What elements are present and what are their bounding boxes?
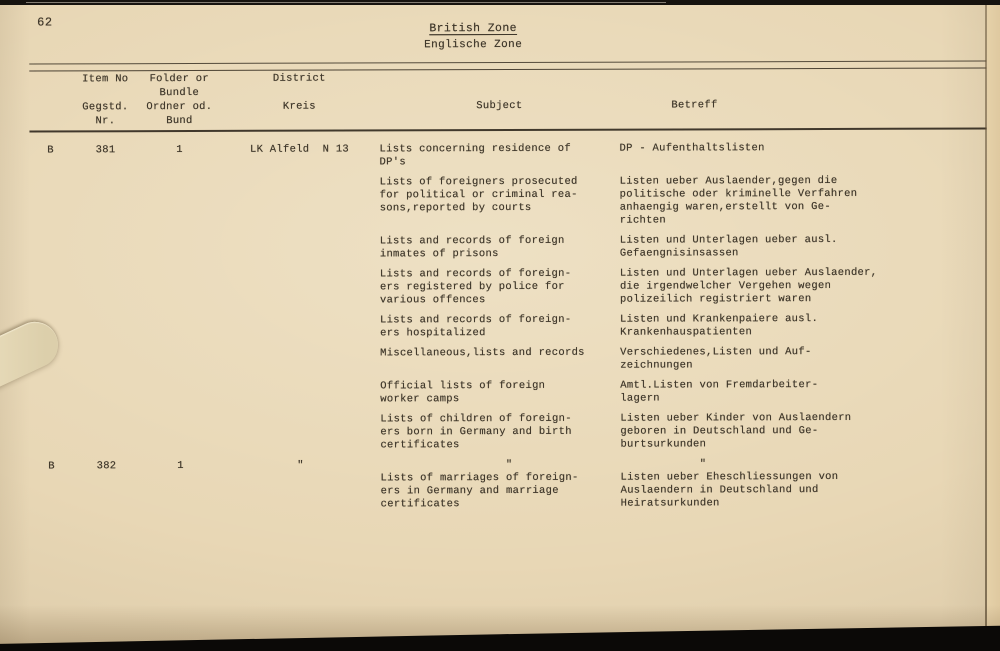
table-body — [29, 141, 987, 519]
header-col-folder: Folder or Bundle Ordner od. Bund — [146, 72, 213, 128]
row-folder: 1 — [176, 144, 183, 157]
table-row — [29, 141, 987, 460]
entry-betreff: Listen ueber Auslaender,gegen die politische oder kriminelle Verfahren anhaengig waren,erstellt von Ge- richten — [619, 174, 858, 227]
table-row — [30, 457, 987, 519]
subject-betreff-entry — [380, 174, 987, 228]
subject-betreff-entry — [380, 312, 987, 340]
subject-betreff-entry — [380, 378, 987, 406]
row-series: B — [48, 460, 55, 473]
subject-betreff-entry — [380, 411, 987, 452]
entry-subject: Lists concerning residence of DP's — [379, 142, 571, 169]
page-number: 62 — [37, 15, 53, 30]
book-top-edge-highlight — [26, 2, 666, 3]
header-rule-top — [29, 60, 986, 64]
page-content — [29, 3, 988, 606]
entry-subject: Miscellaneous,lists and records — [380, 346, 585, 360]
header-col-series — [29, 72, 71, 128]
title-german: Englische Zone — [424, 38, 523, 52]
entry-subject: Official lists of foreign worker camps — [380, 379, 546, 406]
row-series: B — [47, 144, 54, 157]
entry-subject: Lists of children of foreign- ers born in Germany and birth certificates — [380, 412, 572, 452]
row-district: " — [297, 459, 304, 472]
subject-betreff-entry — [379, 141, 986, 169]
entry-subject: Lists and records of foreign- ers registered by police for various offences — [379, 267, 572, 307]
row-folder: 1 — [177, 460, 184, 473]
page-title — [397, 20, 549, 54]
page-edge-strip — [987, 5, 1000, 643]
subject-betreff-entry — [380, 233, 987, 261]
row-district: LK Alfeld N 13 — [249, 143, 350, 156]
book-top-edge — [0, 0, 1000, 5]
entry-subject: Lists of foreigners prosecuted for political or criminal rea- sons,reported by courts — [379, 175, 578, 215]
entry-betreff: Listen und Krankenpaiere ausl. Krankenhauspatienten — [620, 313, 819, 339]
row-entries — [380, 457, 987, 518]
table-header — [29, 69, 986, 128]
row-item-no: 381 — [95, 144, 116, 157]
header-col-betreff: Betreff — [671, 99, 718, 112]
subject-betreff-entry — [380, 345, 987, 373]
paper-page — [0, 5, 1000, 645]
entry-betreff: " Listen ueber Eheschliessungen von Auslaendern in Deutschland und Heiratsurkunden — [620, 458, 839, 510]
row-item-no: 382 — [96, 460, 117, 473]
title-english: British Zone — [429, 21, 517, 36]
entry-betreff: Listen ueber Kinder von Auslaendern geboren in Deutschland und Ge- burtsurkunden — [620, 411, 852, 451]
entry-subject: Lists and records of foreign- ers hospitalized — [380, 313, 572, 340]
header-col-item-no: Item No Gegstd. Nr. — [82, 73, 129, 128]
entry-subject: Lists and records of foreign inmates of prisons — [379, 234, 565, 261]
entry-betreff: Amtl.Listen von Fremdarbeiter- lagern — [620, 379, 819, 405]
subject-betreff-entry — [380, 266, 987, 307]
header-col-district: District Kreis — [272, 72, 326, 113]
entry-betreff: Listen und Unterlagen ueber Auslaender, die irgendwelcher Vergehen wegen polizeilich registriert waren — [619, 266, 878, 306]
subject-betreff-entry — [380, 457, 987, 511]
entry-subject: " Lists of marriages of foreign- ers in Germany and marriage certificates — [380, 458, 579, 511]
entry-betreff: Verschiedenes,Listen und Auf- zeichnungen — [620, 346, 812, 372]
row-entries — [379, 141, 987, 459]
entry-betreff: Listen und Unterlagen ueber ausl. Gefaengnisinsassen — [619, 233, 838, 260]
header-rule-bottom — [29, 127, 986, 132]
header-col-subject: Subject — [476, 99, 523, 113]
entry-betreff: DP - Aufenthaltslisten — [619, 142, 765, 155]
